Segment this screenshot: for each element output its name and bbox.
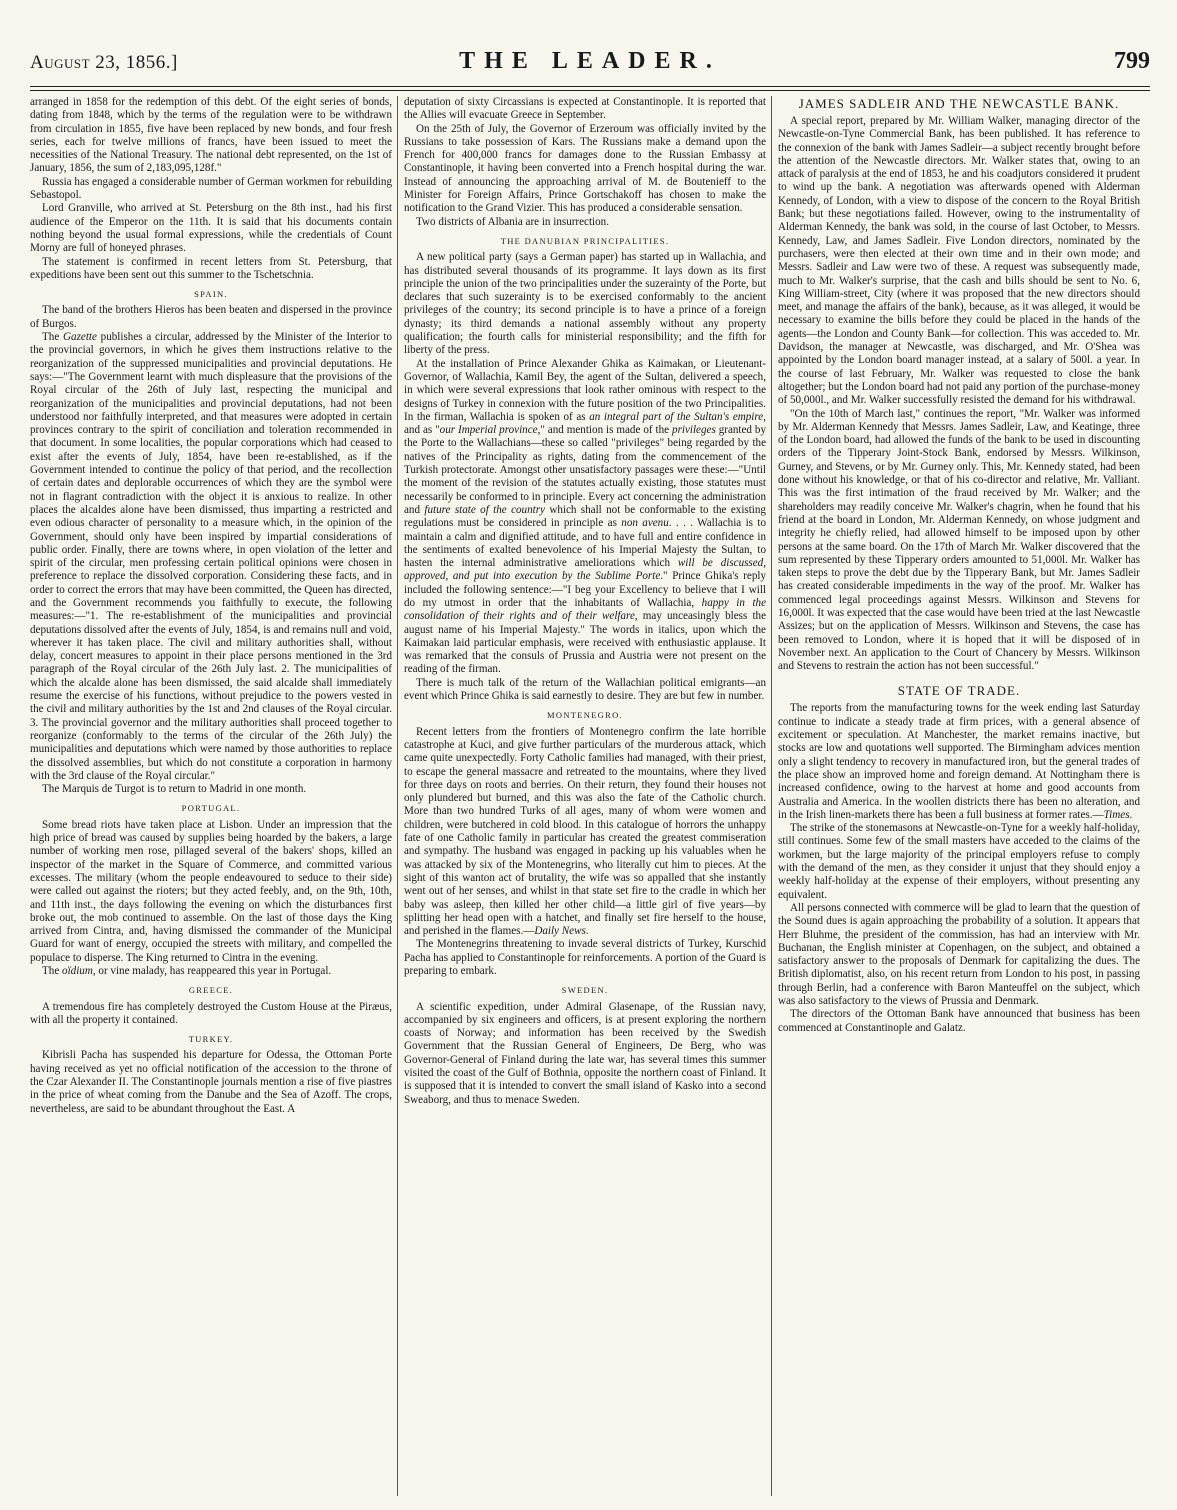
header-rule-bottom (30, 90, 1150, 91)
paragraph: The Montenegrins threatening to invade several districts of Turkey, Kurschid Pacha has applied to Constantinople for reinforcements. A portion of the Guard is preparing to embark. (404, 938, 766, 977)
text-run: , or vine malady, has reappeared this year in Portugal. (92, 965, 332, 977)
paragraph: A new political party (says a German paper) has started up in Wallachia, and has distributed several thousands of its programme. It lays down as its first principle the union of the two principalities under the suzerainty of the Porte, but declares that such suzerainty is to be exercised conformably to the ancient privileges of the country; its second principle is to have a prince of a foreign dynasty; its third demands a national assembly without any property qualification; the fourth calls for ministerial responsibility; and the fifth for liberty of the press. (404, 251, 766, 357)
text-run: , may unceasingly bless the august name of his Imperial Majesty." The words in italics, upon which the Kaimakan laid particular emphasis, were received with enthusiastic applause. It was remarked that the consuls of Prussia and Austria were not present on the reading of the firman. (404, 610, 766, 676)
source-credit: Daily News (534, 925, 586, 938)
section-heading-portugal: PORTUGAL. (181, 803, 241, 814)
italic-text: future state of the country (424, 503, 545, 516)
italic-text: Gazette (63, 331, 97, 344)
issue-date: August 23, 1856.] (30, 52, 178, 73)
paragraph: Lord Granville, who arrived at St. Petersburg on the 8th inst., had his first audience of the Emperor on the 11th. It is said that his documents contain nothing beyond the usual formal expressions, while the credentials of Count Morny are full of honeyed phrases. (30, 202, 392, 255)
paragraph: The statement is confirmed in recent letters from St. Petersburg, that expeditions have been sent out this summer to the Tschetschnia. (30, 255, 392, 281)
paragraph (778, 702, 1140, 822)
paragraph (30, 965, 392, 978)
text-run: The reports from the manufacturing towns for the week ending last Saturday continue to indicate a steady trade at firm prices, with a general absence of excitement or speculation. At Manchester, the market remains inactive, but stocks are low and quotations well supported. The Birmingham advices mention only a slight tendency to recovery in manufactured iron, but the general trades of the place show an improved home and foreign demand. At Nottingham there is increased confidence, owing to the harvest at home and good accounts from Australia and America. In the woollen districts there has been no alteration, and in the Irish linen-markets there has been a full business at former rates.— (778, 702, 1140, 821)
newspaper-title: THE LEADER. (459, 48, 721, 74)
masthead (30, 44, 1150, 84)
article-heading-sadleir: JAMES SADLEIR AND THE NEWCASTLE BANK. (798, 96, 1120, 111)
column-divider (771, 96, 772, 1496)
italic-text: our Imperial province (439, 424, 538, 437)
paragraph: Kibrisli Pacha has suspended his departure for Odessa, the Ottoman Porte having received as yet no official notification of the accession to the throne of the Czar Alexander II. The Constantinople journals mention a rise of five piastres in the price of wheat coming from the Danube and the Sea of Azoff. The crops, nevertheless, are said to be abundant throughout the East. A (30, 1049, 392, 1115)
text-run: At the installation of Prince Alexander Ghika as Kaimakan, or Lieutenant-Governor, of Wallachia, Kamil Bey, the agent of the Sultan, delivered a speech, in which were several expressions that look rather ominous with respect to the designs of Turkey in connexion with the future position of the two Principalities. In the firman, Wallachia is spoken of as (404, 357, 766, 423)
paragraph: Two districts of Albania are in insurrection. (416, 215, 610, 228)
section-heading-spain: SPAIN. (194, 289, 228, 300)
paragraph: arranged in 1858 for the redemption of this debt. Of the eight series of bonds, dating from 1848, which by the terms of the regulation were to be withdrawn from circulation in 1855, five have been replaced by new bonds, and four fresh series, each for twelve millions of francs, have been issued to meet the necessities of the National Treasury. The national debt represented, on the 1st of January, 1856, the sum of 2,183,095,128f." (30, 96, 392, 175)
text-run: publishes a circular, addressed by the Minister of the Interior to the provincial governors, in which he gives them instructions relative to the reorganization of the suppressed municipalities and provincial deputations. He says:—"The Government learnt with much displeasure that the provisions of the Royal circular of the 26th of July last, respecting the municipal and reorganization of the municipalities and provincial deputations, had not been understood nor faithfully interpreted, and that measures were adopted in certain provinces contrary to the spirit of conciliation and toleration recommended in that document. In some localities, the popular corporations which had ceased to exist after the events of July, 1854, have been re-established, as if the Government intended to continue the policy of that period, and the recollection of certain dates and deplorable occurrences of which they are the symbol were not in flagrant contradiction with the object it is anxious to realize. In other places the alcaldes alone have been dismissed, thus imparting a restricted and even odious character of personality to a measure which, in the opinion of the Government, should only have been inspired by impartial considerations of public order. Finally, there are towns where, in open violation of the letter and spirit of the circular, men professing certain political opinions were chosen in preference to replace the dissolved corporation. Considering these facts, and in order to correct the errors that may have been committed, the Queen has directed, and the Government recommends you faithfully to execute, the following measures:—"1. The re-establishment of the municipalities and provincial deputations dissolved after the events of July, 1854, is and remains null and void, wherever it has taken place. The civil and military authorities shall, without delay, concert measures to appoint in their place persons mentioned in the 3rd paragraph of the Royal circular of the 26th July last. 2. The municipalities of which the alcalde alone has been dismissed, the said alcalde shall immediately resume the exercise of his functions, without prejudice to the powers vested in the civil and military authorities by the 1st and 2nd clauses of the Royal circular. 3. The provincial governor and the military authorities shall proceed together to reorganize (conformably to the terms of the circular of the 26th July) the municipalities and deputations which were named by those authorities to replace the dissolved assemblies, but which do not constitute a corporation in harmony with the 3rd clause of the Royal circular." (30, 331, 392, 782)
text-run: which shall not be conformable to the existing regulations must be considered in principle as (404, 503, 766, 530)
paragraph: A special report, prepared by Mr. William Walker, managing director of the Newcastle-on-Tyne Commercial Bank, has been published. It has reference to the connexion of the bank with James Sadleir—a subject recently brought before the attention of the Newcastle directors. Mr. Walker states that, owing to an attack of paralysis at the end of 1853, he and his coadjutors considered it prudent to wind up the bank. A negotiation was afterwards opened with Alderman Kennedy, of London, with a view to dispose of the concern to the Royal British Bank; but these negotiations failed. However, owing to the instrumentality of Alderman Kennedy, the bank was sold, in the course of last October, to Messrs. Kennedy, Law, and James Sadleir. Five London directors, nominated by the purchasers, were then elected at their own time and in their own mode; and Messrs. Sadleir and Law were two of these. A request was subsequently made, much to Mr. Walker's surprise, that the cash and bills should be sent to No. 6, King William-street, City (where it was proposed that the new directors should meet, and manage the affairs of the bank), because, as it was alleged, it would be necessary to examine the bills before they could be placed in the hands of the agents—the London and County Bank—for collection. This was acceded to. Mr. Davidson, the manager at Newcastle, was discharged, and Mr. O'Shea was appointed by the London board manager instead, at a salary of 500l. a year. In the course of last February, Mr. Walker was requested to close the bank altogether; but the London board had not paid any portion of the purchase-money of 50,000l., and Mr. Walker successfully resisted the demand for his withdrawal. (778, 115, 1140, 407)
paragraph: The directors of the Ottoman Bank have announced that business has been commenced at Constantinople and Galatz. (778, 1008, 1140, 1034)
column-3 (778, 96, 1140, 1496)
italic-text: will be discussed, approved, and put into execution by the Sublime Porte (404, 557, 766, 583)
text-run: ," and mention is made of the (537, 424, 673, 437)
text-run: The (42, 331, 64, 344)
paragraph: A scientific expedition, under Admiral Glasenape, of the Russian navy, accompanied by six engineers and officers, is at present exploring the northern coasts of Norway; and information has been received by the Swedish Government that the Russian General of Engineers, De Berg, who was Governor-General of Finland during the late war, has several times this summer visited the coast of the Gulf of Bothnia, opposite the northern coast of Finland. It is supposed that it is intended to convert the small island of Kasko into a second Sweaborg, and thus to menace Sweden. (404, 1000, 766, 1106)
section-heading-greece: GREECE. (188, 985, 234, 996)
italic-text: oïdium (62, 965, 93, 977)
text-run: , and as " (404, 410, 766, 437)
section-heading-turkey: TURKEY. (188, 1034, 234, 1045)
text-run: granted by the Porte to the Wallachians—these so called "privileges" being regarded by the natives of the Principality as rights, dating from the commencement of the Turkish protectorate. Amongst other unsatisfactory passages were these:—"Until the moment of the revision of the statutes actually existing, those statutes must necessarily be conformed to in principle. Every act concerning the administration and (404, 424, 766, 516)
text-run: . . . . Wallachia is to maintain a calm and dignified attitude, and to have full and entire confidence in the sentiments of exalted benevolence of his Imperial Majesty the Sultan, to hasten the internal administrative ameliorations which (404, 517, 766, 570)
paragraph (404, 726, 766, 939)
paragraph (404, 358, 766, 677)
italic-text: happy in the consolidation of their rights and of their welfare (404, 596, 766, 623)
section-heading-danubian: THE DANUBIAN PRINCIPALITIES. (500, 235, 670, 246)
article-heading-trade: STATE OF TRADE. (897, 683, 1021, 699)
paragraph: Some bread riots have taken place at Lisbon. Under an impression that the high price of bread was caused by supplies being hoarded by the bakers, a large number of working men rose, pillaged several of the bakers' shops, killed an inspector of the market in the Square of Commerce, and committed various excesses. The military (whom the people endeavoured to seduce to their side) were called out against the rioters; but they acted feebly, and, on the 9th, 10th, and 11th inst., the days following the evening on which the disturbances first broke out, the mob continued to assemble. On the last of those days the King arrived from Cintra, and, having dismissed the commander of the Municipal Guard for want of energy, occupied the streets with military, and compelled the populace to disperse. The King returned to Cintra in the evening. (30, 818, 392, 964)
page-number: 799 (1114, 48, 1150, 74)
paragraph: A tremendous fire has completely destroyed the Custom House at the Piræus, with all the property it contained. (30, 1000, 392, 1026)
paragraph: "On the 10th of March last," continues the report, "Mr. Walker was informed by Mr. Alderman Kennedy that Messrs. James Sadleir, Law, and Keatinge, three of the London board, had allowed the funds of the bank to be used in discounting orders of the Tipperary Joint-Stock Bank, endorsed by Messrs. Wilkinson, Gurney, and Stevens, or by Mr. Gurney only. This, Mr. Kennedy stated, had been done without his knowledge, or that of his co-director and relative, Mr. Valliant. This was the first intimation of the fraud received by Mr. Walker; and the shareholders may readily conceive Mr. Walker's chagrin, when he found that his friend at the board in London, Mr. Alderman Kennedy, on whose judgment and integrity he chiefly relied, had allowed himself to be imposed upon by other persons at the same board. On the 17th of March Mr. Walker discovered that the sum represented by these Tipperary orders amounted to 51,000l. Mr. Walker has taken steps to prove the debt due by the Tipperary Bank, but Mr. James Sadleir has created considerable impediments in the way of the proof. Mr. Walker has commenced legal proceedings against Messrs. Wilkinson and Stevens for 16,000l. It was expected that the case would have been tried at the last Newcastle Assizes; but on the application of Messrs. Wilkinson and Stevens, the case has been removed to London, where it is hoped that it will be disposed of in November next. An application to the Court of Chancery by Messrs. Wilkinson and Stevens to restrain the action has not been successful." (778, 407, 1140, 673)
paragraph: deputation of sixty Circassians is expected at Constantinople. It is reported that the Allies will evacuate Greece in September. (404, 96, 766, 122)
paragraph: Russia has engaged a considerable number of German workmen for rebuilding Sebastopol. (30, 175, 392, 202)
paragraph: There is much talk of the return of the Wallachian political emigrants—an event which Prince Ghika is said earnestly to desire. They are but few in number. (404, 676, 766, 703)
paragraph: The Marquis de Turgot is to return to Madrid in one month. (42, 783, 307, 796)
column-1 (30, 96, 392, 1496)
section-heading-sweden: SWEDEN. (561, 985, 609, 996)
column-divider (397, 96, 398, 1496)
paragraph: All persons connected with commerce will be glad to learn that the question of the Sound dues is again approaching the probability of a solution. It appears that Herr Bluhme, the president of the commission, has had an interview with Mr. Buchanan, the English minister at Copenhagen, on the subject, and obtained a satisfactory answer to the proposals of Denmark for capitalizing the dues. The British diplomatist, also, on his recent return from London to his post, in passing through Berlin, had a conference with Baron Manteuffel on the subject, which was also satisfactory to the views of Prussia and Denmark. (778, 901, 1140, 1007)
italic-text: an integral part of the Sultan's empire (589, 410, 764, 423)
source-credit: Times (1103, 808, 1130, 821)
text-run: . (1129, 808, 1133, 821)
column-2 (404, 96, 766, 1496)
italic-text: privileges (672, 424, 716, 437)
section-heading-montenegro: MONTENEGRO. (547, 710, 623, 721)
text-run: The (42, 965, 63, 977)
paragraph: On the 25th of July, the Governor of Erzeroum was officially invited by the Russians to take possession of Kars. The Russians make a demand upon the French for 400,000 francs for damages done to the Russian Embassy at Constantinople, it having been converted into a French hospital during the war. Instead of announcing the approaching arrival of M. de Boutenieff to the Minister for Foreign Affairs, Prince Gortschakoff has chosen to make the notification to the Grand Vizier. This has produced a considerable sensation. (404, 122, 766, 215)
header-rule-top (30, 86, 1150, 87)
paragraph: The strike of the stonemasons at Newcastle-on-Tyne for a weekly half-holiday, still continues. Some few of the small masters have acceded to the claims of the workmen, but the large majority of the principal employers refuse to comply with the demand of the men, as they consider it unjust that they should enjoy a weekly half-holiday at the expense of their employers, without presenting any equivalent. (778, 822, 1140, 901)
paragraph (30, 331, 392, 783)
text-run: . (585, 925, 589, 938)
paragraph: The band of the brothers Hieros has been beaten and dispersed in the province of Burgos. (30, 304, 392, 330)
text-run: Recent letters from the frontiers of Montenegro confirm the late horrible catastrophe at Kuci, and give further particulars of the murderous attack, which came quite unexpectedly. Forty Catholic families had managed, with their priest, to escape the general massacre and retreated to the mountains, where they lived for three days on roots and berries. On their return, they found their houses not only plundered but burned, and this was also the fate of the Catholic church. More than two hundred Turks of all ages, many of whom were women and children, were butchered in cold blood. In this catalogue of horrors the unhappy fate of one Catholic family in particular has created the greatest commiseration and sympathy. The husband was engaged in packing up his valuables when he was attacked by six of the Montenegrins, who literally cut him to pieces. At the sight of this wanton act of brutality, the wife was so appalled that she instantly went out of her senses, and whilst in that state set fire to the cradle in which her baby was asleep, then killed her other child—a little girl of five years—by splitting her head open with a hatchet, and finally set fire herself to the house, and perished in the flames.— (404, 725, 766, 938)
text-run: ." Prince Ghika's reply included the following sentence:—"I beg your Excellency to believe that I will do my utmost in order that the inhabitants of Wallachia, (404, 570, 766, 609)
italic-text: non avenu (621, 517, 669, 530)
